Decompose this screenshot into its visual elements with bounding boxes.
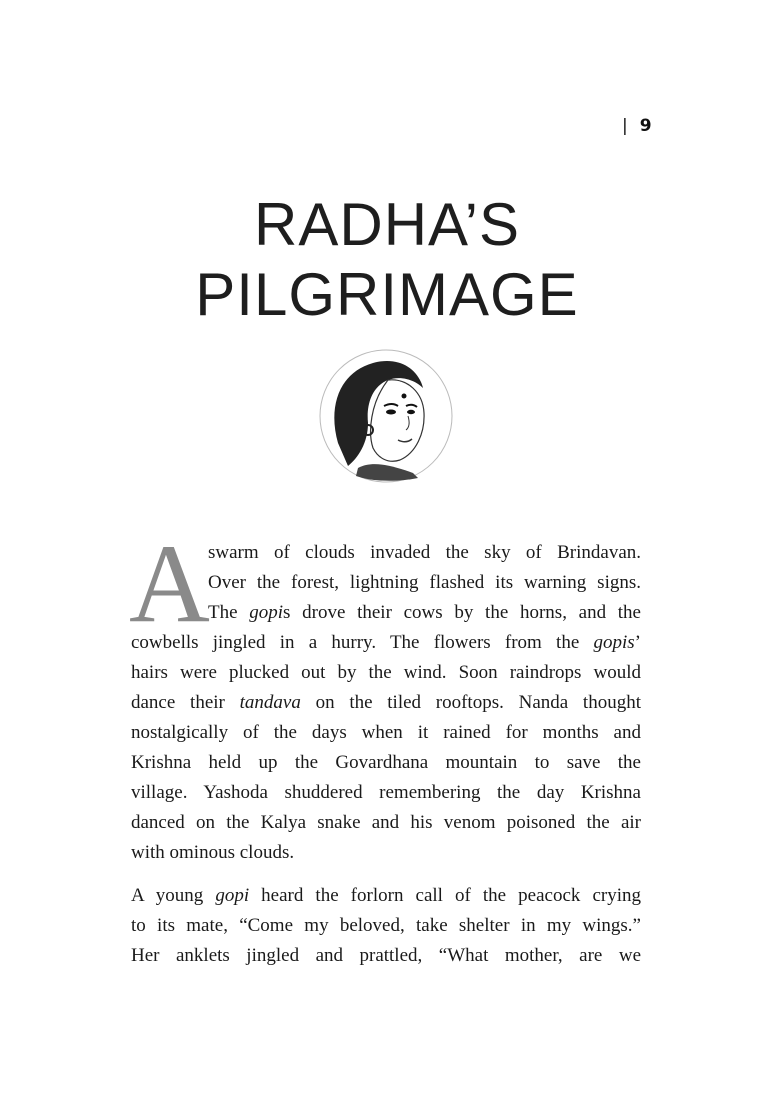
text-segment: Krishna held up the Govardhana mountain to save the xyxy=(131,752,641,773)
text-line xyxy=(208,568,641,598)
text-segment: with ominous clouds. xyxy=(131,842,295,863)
paragraph xyxy=(131,881,641,971)
text-segment: s drove their cows by the horns, and the xyxy=(283,602,641,623)
body-text xyxy=(131,538,641,984)
text-line xyxy=(131,718,641,748)
text-line xyxy=(208,538,641,568)
page-number xyxy=(622,116,652,136)
text-line xyxy=(208,598,641,628)
paragraph xyxy=(131,538,641,868)
text-segment: hairs were plucked out by the wind. Soon raindrops would xyxy=(131,662,641,683)
text-segment: The xyxy=(208,602,250,623)
text-line xyxy=(131,778,641,808)
text-line xyxy=(131,838,641,868)
drop-cap: A xyxy=(129,522,210,646)
text-line xyxy=(131,808,641,838)
italic-term: gopi xyxy=(249,602,284,623)
text-line xyxy=(131,748,641,778)
text-segment: danced on the Kalya snake and his venom poisoned the air xyxy=(131,812,641,833)
italic-term: gopi xyxy=(215,885,250,906)
text-line xyxy=(131,688,641,718)
text-segment: cowbells jingled in a hurry. The flowers from the xyxy=(131,632,594,653)
page-number-value: 9 xyxy=(639,116,652,136)
text-segment: Over the forest, lightning flashed its warning signs. xyxy=(208,572,641,593)
chapter-title xyxy=(0,190,774,330)
text-segment: ’ xyxy=(634,632,641,653)
text-line xyxy=(131,628,641,658)
text-segment: swarm of clouds invaded the sky of Brindavan. xyxy=(208,542,641,563)
chapter-title-line: PILGRIMAGE xyxy=(195,261,579,328)
text-segment: village. Yashoda shuddered remembering the day Krishna xyxy=(131,782,641,803)
text-line xyxy=(131,941,641,971)
text-segment: nostalgically of the days when it rained for months and xyxy=(131,722,641,743)
text-segment: to its mate, “Come my beloved, take shelter in my wings.” xyxy=(131,915,641,936)
italic-term: tandava xyxy=(239,692,301,713)
page-number-separator: | xyxy=(622,116,628,136)
italic-term: gopis xyxy=(593,632,635,653)
text-segment: Her anklets jingled and prattled, “What mother, are we xyxy=(131,945,641,966)
text-segment: A young xyxy=(131,885,216,906)
text-segment: heard the forlorn call of the peacock crying xyxy=(249,885,641,906)
text-line xyxy=(131,881,641,911)
text-line xyxy=(131,911,641,941)
radha-portrait-illustration xyxy=(318,348,454,484)
text-segment: dance their xyxy=(131,692,240,713)
chapter-title-line: RADHA’S xyxy=(254,191,520,258)
text-segment: on the tiled rooftops. Nanda thought xyxy=(300,692,641,713)
text-line xyxy=(131,658,641,688)
